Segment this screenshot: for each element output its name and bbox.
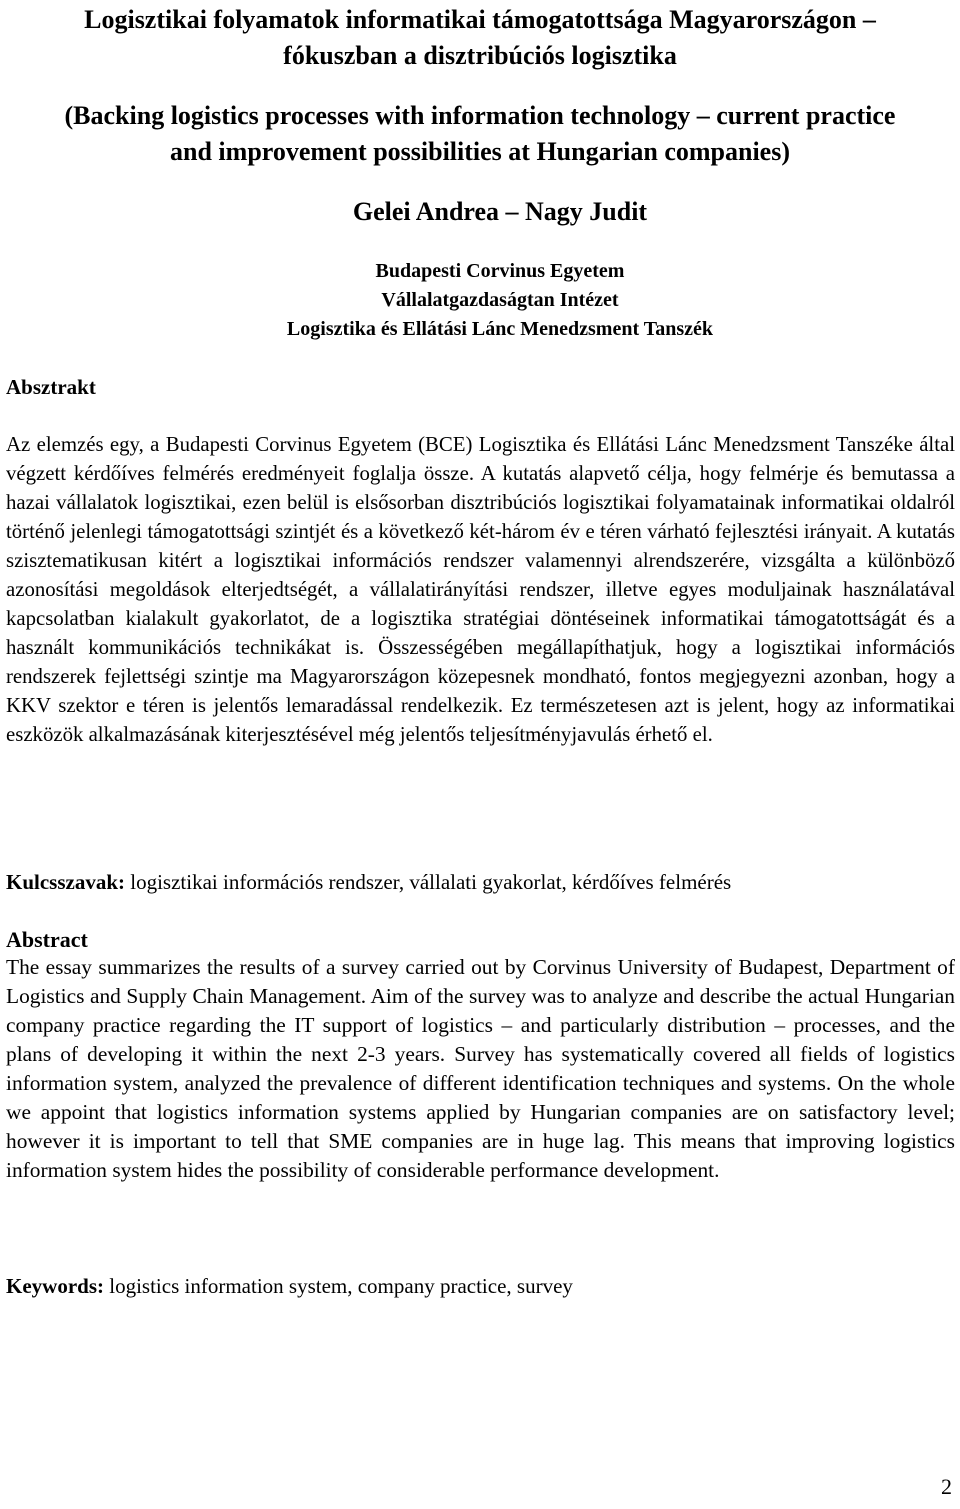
keywords-en-label: Keywords: [6, 1274, 104, 1298]
abstract-en-heading: Abstract [6, 927, 88, 952]
abstract-en-text: The essay summarizes the results of a survey carried out by Corvinus University of Budapest, Department of Logistics and Supply Chain Management. Aim of the survey was to analyze and describe the actual Hungarian company practice regarding the IT support of logistics – and particularly distribution – processes, and the plans of developing it within the next 2-3 years. Survey has systematically covered all fields of logistics information system, analyzed the prevalence of different identification techniques and systems. On the whole we appoint that logistics information systems applied by Hungarian companies are on satisfactory level; however it is important to tell that SME companies are in huge lag. This means that improving logistics information system hides the possibility of considerable performance development. [6, 955, 955, 1182]
title-line-1: Logisztikai folyamatok informatikai támogatottsága Magyarországon – [84, 5, 876, 34]
keywords-en [6, 1271, 573, 1301]
keywords-hu [6, 867, 731, 897]
author-names: Gelei Andrea – Nagy Judit [352, 197, 648, 226]
title-line-2: fókuszban a disztribúciós logisztika [283, 41, 677, 70]
affiliation-institute: Vállalatgazdaságtan Intézet [381, 289, 619, 311]
affiliation-university: Budapesti Corvinus Egyetem [375, 260, 625, 282]
subtitle-line-2: and improvement possibilities at Hungarian companies) [170, 137, 790, 166]
keywords-hu-list: logisztikai információs rendszer, vállalati gyakorlat, kérdőíves felmérés [125, 870, 732, 894]
keywords-hu-label: Kulcsszavak: [6, 870, 126, 894]
keywords-en-list: logistics information system, company practice, survey [104, 1274, 573, 1298]
subtitle-line-1: (Backing logistics processes with information technology – current practice [64, 101, 896, 130]
affiliation-department: Logisztika és Ellátási Lánc Menedzsment Tanszék [286, 318, 714, 340]
page-number: 2 [941, 1474, 952, 1499]
abstract-hu-heading: Absztrakt [6, 375, 96, 399]
abstract-hu-text: Az elemzés egy, a Budapesti Corvinus Egyetem (BCE) Logisztika és Ellátási Lánc Menedzsment Tanszéke által végzett kérdőíves felmérés eredményeit foglalja össze. A kutatás alapvető célja, hogy felmérje és bemutassa a hazai vállalatok logisztikai, ezen belül is elsősorban disztribúciós logisztikai folyamatainak informatikai oldalról történő jelenlegi támogatottsági szintjét és a következő két-három év e téren várható fejlesztési irányait. A kutatás szisztematikusan kitért a logisztikai információs rendszer valamennyi alrendszerére, vizsgálta a különböző azonosítási megoldások elterjedtségét, a vállalatirányítási rendszer, illetve egyes moduljainak használatával kapcsolatban kialakult gyakorlatot, de a logisztika stratégiai döntéseinek informatikai támogatottságát és a használt kommunikációs technikákat is. Összességében megállapíthatjuk, hogy a logisztikai információs rendszerek fejlettségi szintje ma Magyarországon közepesnek mondható, fontos megjegyezni azonban, hogy a KKV szektor e téren is jelentős lemaradással rendelkezik. Ez természetesen azt is jelent, hogy az informatikai eszközök alkalmazásának kiterjesztésével még jelentős teljesítményjavulás érhető el. [6, 433, 955, 746]
affiliation [0, 257, 960, 344]
paper-subtitle [0, 98, 960, 170]
paper-title [0, 2, 960, 74]
